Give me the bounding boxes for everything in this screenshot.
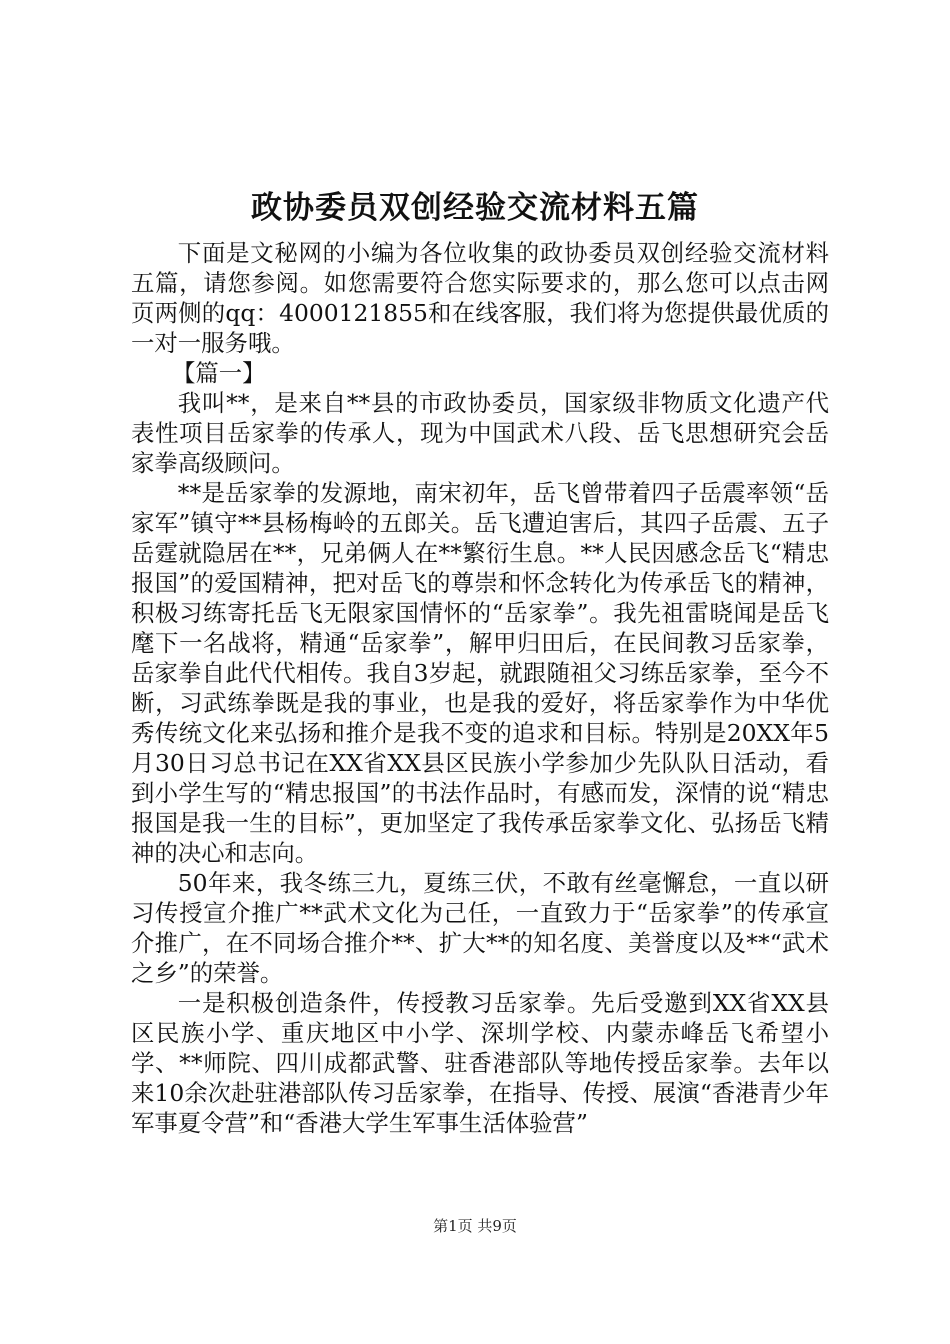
section-heading: 【篇一】 [171,359,266,387]
page-number-footer: 第1页 共9页 [433,1217,517,1235]
intro-paragraph: 下面是文秘网的小编为各位收集的政协委员双创经验交流材料五篇，请您参阅。如您需要符合您实际要求的，那么您可以点击网页两侧的qq：4000121855和在线客服，我们将为您提供最优质的一对一服务哦。 [131,239,829,357]
document-body [131,238,829,1138]
body-paragraph: 我叫**，是来自**县的市政协委员，国家级非物质文化遗产代表性项目岳家拳的传承人，现为中国武术八段、岳飞思想研究会岳家拳高级顾问。 [131,389,829,477]
body-paragraph: 一是积极创造条件，传授教习岳家拳。先后受邀到XX省XX县区民族小学、重庆地区中小学、深圳学校、内蒙赤峰岳飞希望小学、**师院、四川成都武警、驻香港部队等地传授岳家拳。去年以来10余次赴驻港部队传习岳家拳，在指导、传授、展演“香港青少年军事夏令营”和“香港大学生军事生活体验营” [131,989,829,1137]
body-paragraph: 50年来，我冬练三九，夏练三伏，不敢有丝毫懈怠，一直以研习传授宣介推广**武术文化为己任，一直致力于“岳家拳”的传承宣介推广，在不同场合推介**、扩大**的知名度、美誉度以及**“武术之乡”的荣誉。 [131,869,829,987]
body-paragraph: **是岳家拳的发源地，南宋初年，岳飞曾带着四子岳震率领“岳家军”镇守**县杨梅岭的五郎关。岳飞遭迫害后，其四子岳震、五子岳霆就隐居在**，兄弟俩人在**繁衍生息。**人民因感念岳飞“精忠报国”的爱国精神，把对岳飞的尊崇和怀念转化为传承岳飞的精神，积极习练寄托岳飞无限家国情怀的“岳家拳”。我先祖雷晓闻是岳飞麾下一名战将，精通“岳家拳”，解甲归田后，在民间教习岳家拳，岳家拳自此代代相传。我自3岁起，就跟随祖父习练岳家拳，至今不断，习武练拳既是我的事业，也是我的爱好，将岳家拳作为中华优秀传统文化来弘扬和推介是我不变的追求和目标。特别是20XX年5月30日习总书记在XX省XX县区民族小学参加少先队队日活动，看到小学生写的“精忠报国”的书法作品时，有感而发，深情的说“精忠报国是我一生的目标”，更加坚定了我传承岳家拳文化、弘扬岳飞精神的决心和志向。 [131,479,829,867]
document-title: 政协委员双创经验交流材料五篇 [251,190,699,226]
